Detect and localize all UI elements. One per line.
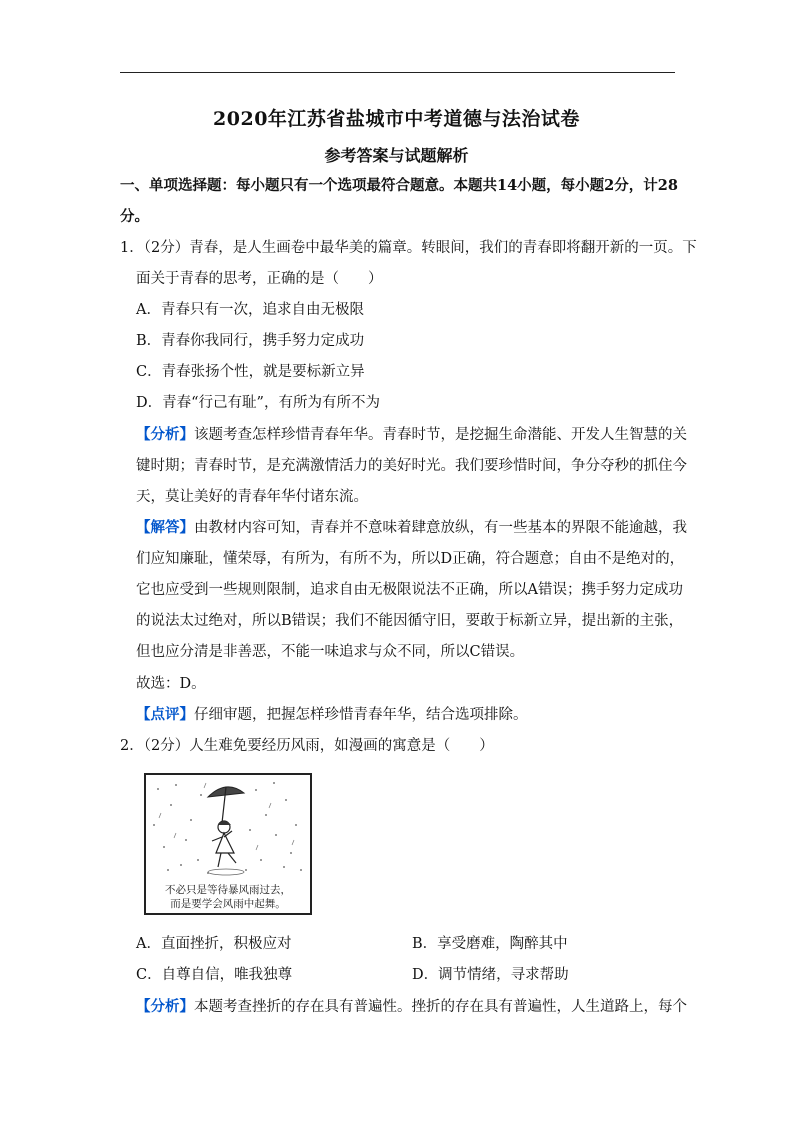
q2-option-c: C．自尊自信，唯我独尊: [136, 967, 293, 983]
q1-choice: 故选：D。: [136, 676, 206, 692]
q1-analysis-line3: 天，莫让美好的青春年华付诸东流。: [136, 489, 368, 505]
answer-tag: 【解答】: [136, 519, 194, 536]
q1-comment: [136, 705, 528, 725]
page-title: 2020年江苏省盐城市中考道德与法治试卷: [213, 108, 580, 130]
section-heading-cont: 分。: [120, 208, 149, 225]
q2-option-b: B．享受磨难，陶醉其中: [412, 936, 568, 952]
section-heading: 一、单项选择题：每小题只有一个选项最符合题意。本题共14小题，每小题2分，计28: [120, 177, 678, 194]
cartoon-caption-line1: 不必只是等待暴风雨过去，: [165, 884, 291, 896]
q1-option-d: D．青春“行己有耻”，有所为有所不为: [136, 395, 380, 411]
q1-analysis-line2: 键时期；青春时节，是充满激情活力的美好时光。我们要珍惜时间，争分夺秒的抓住今: [136, 458, 687, 474]
q1-answer-text: 由教材内容可知，青春并不意味着肆意放纵，有一些基本的界限不能逾越，我: [194, 520, 687, 536]
q1-answer-line4: 的说法太过绝对，所以B错误；我们不能因循守旧，要敢于标新立异，提出新的主张，: [136, 613, 684, 629]
q1-option-c: C．青春张扬个性，就是要标新立异: [136, 364, 365, 380]
q1-answer-line2: 们应知廉耻，懂荣辱，有所为，有所不为，所以D正确，符合题意；自由不是绝对的，: [136, 551, 685, 567]
cartoon-image: [144, 773, 312, 915]
q2-option-d: D．调节情绪，寻求帮助: [412, 967, 569, 983]
q2-stem: 2．（2分）人生难免要经历风雨，如漫画的寓意是（ ）: [120, 738, 494, 754]
q1-answer: [136, 518, 687, 538]
cartoon-caption-line2: 而是要学会风雨中起舞。: [170, 898, 286, 910]
q1-analysis-text: 该题考查怎样珍惜青春年华。青春时节，是挖掘生命潜能、开发人生智慧的关: [194, 427, 687, 443]
cartoon-drawing: [146, 775, 310, 880]
q1-answer-line5: 但也应分清是非善恶，不能一味追求与众不同，所以C错误。: [136, 644, 525, 660]
q1-stem-cont: 面关于青春的思考，正确的是（ ）: [136, 271, 383, 287]
cartoon-caption: [146, 883, 310, 911]
q1-stem: 1．（2分）青春，是人生画卷中最华美的篇章。转眼间，我们的青春即将翻开新的一页。下: [120, 240, 697, 256]
comment-tag: 【点评】: [136, 706, 194, 723]
analysis-tag: 【分析】: [136, 998, 194, 1015]
q2-analysis-text: 本题考查挫折的存在具有普遍性。挫折的存在具有普遍性，人生道路上，每个: [194, 999, 687, 1015]
q1-analysis: [136, 425, 687, 445]
q1-option-b: B．青春你我同行，携手努力定成功: [136, 333, 365, 349]
page-subtitle: 参考答案与试题解析: [324, 146, 469, 165]
q2-analysis: [136, 997, 687, 1017]
analysis-tag: 【分析】: [136, 426, 194, 443]
header-rule: [120, 72, 675, 73]
q1-option-a: A．青春只有一次，追求自由无极限: [136, 302, 364, 318]
q1-comment-text: 仔细审题，把握怎样珍惜青春年华，结合选项排除。: [194, 707, 528, 723]
q2-option-a: A．直面挫折，积极应对: [136, 936, 292, 952]
q1-answer-line3: 它也应受到一些规则限制，追求自由无极限说法不正确，所以A错误；携手努力定成功: [136, 582, 683, 598]
